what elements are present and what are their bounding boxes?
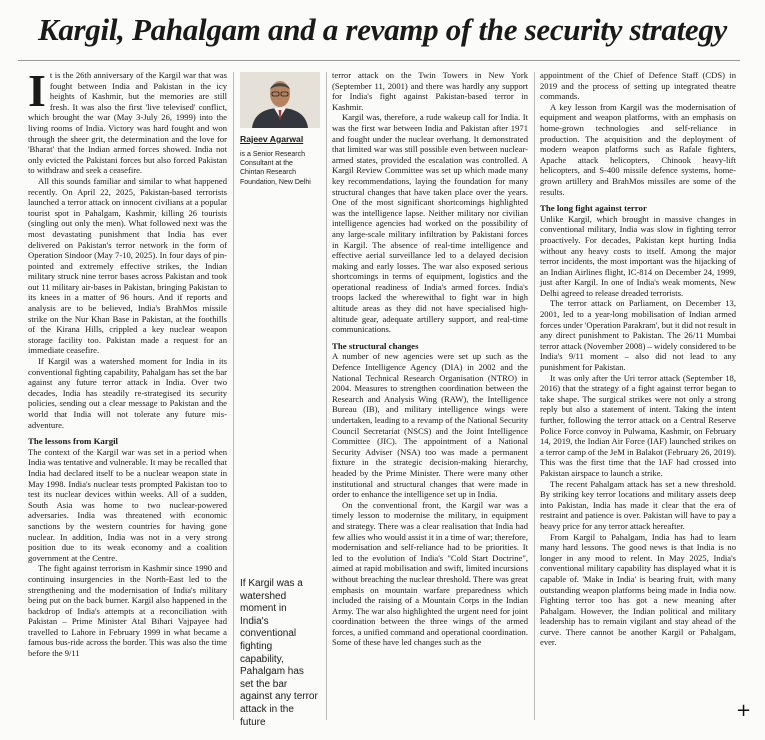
paragraph: A number of new agencies were set up such as the Defence Intelligence Agency (DIA) in 2002 and the National Technical Research Organisation (NTRO) in 2004. Measures to strengthen coordination between the Research and Analysis Wing (RAW), the Intelligence Bureau (IB), and military intelligence wings were undertaken, leading to a revamp of the National Security Council Secretariat (NSCS) and the Joint Intelligence Committee (JIC). The appointment of a National Security Adviser (NSA) too was made a permanent fixture in the strategic decision-making hierarchy, headed by the Prime Minister. There were many other institutional and structural changes that were made in order to enhance the intelligence set up in India. [332,351,528,500]
paragraph: The fight against terrorism in Kashmir since 1990 and continuing insurgencies in the North-East led to the strengthening and the modernisation of India's military being put on the back burner. Kargil also happened in the backdrop of India's attempts at a reconciliation with Pakistan – Prime Minister Atal Bihari Vajpayee had travelled to Lahore in February 1999 in what became a famous bus-ride across the border. This was also the time before the 9/11 [28,563,227,659]
paragraph: The context of the Kargil war was set in a period when India was tentative and vulnerable. It may be recalled that India had declared itself to be a nuclear weapon state in May 1998. India's nuclear tests prompted Pakistan too to test its nuclear devices within weeks. All of a sudden, South Asia was home to two nuclear-powered adversaries. India was threatened with economic sanctions by the western countries for having gone nuclear. In addition, India was not in a very strong position due to its weak economy and a coalition government at the Centre. [28,446,228,563]
author-name: Rajeev Agarwal [240,134,304,144]
section-heading: The lessons from Kargil [28,436,119,447]
paragraph: All this sounds familiar and similar to what happened recently. On April 22, 2025, Pakistan-based terrorists launched a terror attack on innocent civilians at a popular tourist spot in Pahalgam, Kashmir, killing 26 tourists (singling out only the men). What followed next was the most devastating punishment that India has ever delivered on Pakistan's terror network in the form of Operation Sindoor (May 7-10, 2025). In four days of pin-pointed and extremely effective strikes, the Indian military struck nine terror bases across Pakistan and took out 11 military air-bases in Pakistan, bringing Pakistan to its knees in a matter of 96 hours. And if reports and analysis are to be believed, India's BrahMos missile strike on the Nur Khan Base in Pakistan, at the foothills of the Kirana Hills, crippled a key nuclear weapon storage facility too. Pakistan made a request for an immediate ceasefire. [28,175,227,356]
column-divider [233,72,234,720]
section-heading: The structural changes [332,340,419,351]
paragraph: From Kargil to Pahalgam, India has had to learn many hard lessons. The good news is that India is no longer in any mood to relent. In May 2025, India's conventional military capability has displayed what it is capable of. 'Make in India' is bearing fruit, with many outstanding weapon platforms being made in India now. Fighting terror too has got a new meaning after Pahalgam. However, the Indian political and military leadership has to remain vigilant and stay ahead of the curve. There cannot be another Kargil or Pahalgam, ever. [540,531,736,648]
article-column-3 [332,70,528,648]
paragraph: On the conventional front, the Kargil war was a timely lesson to modernise the military, in equipment and strategy. There was a clear realisation that India had few allies who would assist it in a time of war; therefore, modernisation and self-reliance had to be priorities. It led to the evolution of India's "Cold Start Doctrine", aimed at rapid mobilisation and swift, limited incursions without breaching the nuclear threshold. There was great emphasis on mountain warfare preparedness which included the raising of a Mountain Corps in the Indian Army. The war also highlighted the urgent need for joint coordination between the three wings of the armed forces, a unified command and operational coordination. Some of these have led changes such as the [332,499,528,648]
drop-cap: I [28,65,46,116]
paragraph: appointment of the Chief of Defence Staff (CDS) in 2019 and the process of setting up integrated theatre commands. [540,70,736,102]
author-portrait-icon [240,72,320,128]
paragraph: It was only after the Uri terror attack (September 18, 2016) that the strategy of a fight against terror began to take shape. The surgical strikes were not only a strong reply but also a statement of intent. Taking the intent further, following the terror attack on a Central Reserve Police Force convoy in Pulwama, Kashmir, on February 14, 2019, the Indian Air Force (IAF) launched strikes on a terror camp of the JeM in Balakot (February 26, 2019). This was the first time that the IAF had crossed into Pakistan airspace to launch a strike. [540,372,736,478]
paragraph: Unlike Kargil, which brought in massive changes in conventional military, India was slow in fighting terror proactively. For decades, Pakistan kept hurting India without any heavy costs to itself. Among the major terror incidents, the most important was the hijacking of an Indian Airlines flight, IC-814 on December 24, 1999, just after Kargil. In one of India's weak moments, New Delhi agreed to release dreaded terrorists. [540,213,736,298]
paragraph: t is the 26th anniversary of the Kargil war that was fought between India and Pakistan in the icy heights of Kashmir, but the memories are still fresh. It was also the first 'live televised' conflict, which brought the war (May 3-July 26, 1999) into the living rooms of India. Victory was hard fought and won through the sheer grit, the determination and the love for 'Bharat' that the Indian armed forces showed. India not only evicted the Pakistani forces but also forced Pakistan to withdraw and seek a ceasefire. [28,70,227,176]
paragraph: Kargil was, therefore, a rude wakeup call for India. It was the first war between India and Pakistan after 1971 and fought under the nuclear overhang. It demonstrated that limited war was still possible even between nuclear-armed states, provided the escalation was controlled. A Kargil Review Committee was set up which made many key recommendations, laying the foundation for many structural changes that have taken place over the years. One of the most significant shortcomings highlighted was the intelligence lapse. Neither military nor civilian intelligence agencies had worked on the possibility of any large-scale military infiltration by Pakistani forces in Kargil. The absence of real-time intelligence and effective aerial surveillance led to a delayed decision making and early losses. The war also exposed serious shortcomings in terms of equipment, logistics and the operational readiness of India's armed forces. India's troops lacked the wherewithal to fight war in high altitude areas as they did not have specialised high-altitude gear, adequate artillery support, and real-time communications. [332,112,528,335]
headline: Kargil, Pahalgam and a revamp of the security strategy [37,12,728,47]
column-divider [534,72,535,720]
article-column-4 [540,70,736,648]
author-photo [240,72,320,128]
author-bio: is a Senior Research Consultant at the Chintan Research Foundation, New Delhi [240,151,311,186]
paragraph: terror attack on the Twin Towers in New York (September 11, 2001) and there was hardly any support for India's fight against Pakistan-based terror in Kashmir. [332,70,528,112]
article-column-1 [28,65,228,659]
section-heading: The long fight against terror [540,203,647,214]
column-divider [326,72,327,720]
paragraph: A key lesson from Kargil was the modernisation of equipment and weapon platforms, with an emphasis on home-grown technologies and self-reliance in production. The acquisition and the deployment of modern weapon platforms such as Rafale fighters, Apache attack helicopters, Chinook heavy-lift helicopters, and S-400 missile defence systems, home-grown artillery and BrahMos missiles are some of the results. [540,101,736,197]
paragraph: The terror attack on Parliament, on December 13, 2001, led to a year-long mobilisation of Indian armed forces under 'Operation Parakram', but it did not result in any direct punishment to Pakistan. The 26/11 Mumbai terror attack (November 2008) – widely considered to be India's 9/11 moment – also did not lead to any punishment for Pakistan. [540,298,736,373]
paragraph: The recent Pahalgam attack has set a new threshold. By striking key terror locations and military assets deep into Pakistan, India has made it clear that the era of restraint and patience is over. Pakistan will have to pay a heavy price for any terror attack hereafter. [540,478,736,531]
pull-quote: If Kargil was a watershed moment in India's conventional fighting capability, Pahalgam has set the bar against any terror attack in the future [240,578,318,728]
paragraph: If Kargil was a watershed moment for India in its conventional fighting capability, Pahalgam has set the bar against any future terror attack in India. Over two decades, India has steadily re-strategised its security policies, sending out a clear message to Pakistan and the world that India will not tolerate any future mis-adventure. [28,356,227,430]
headline-rule [18,60,740,61]
crosshair-plus-icon: + [736,700,752,721]
